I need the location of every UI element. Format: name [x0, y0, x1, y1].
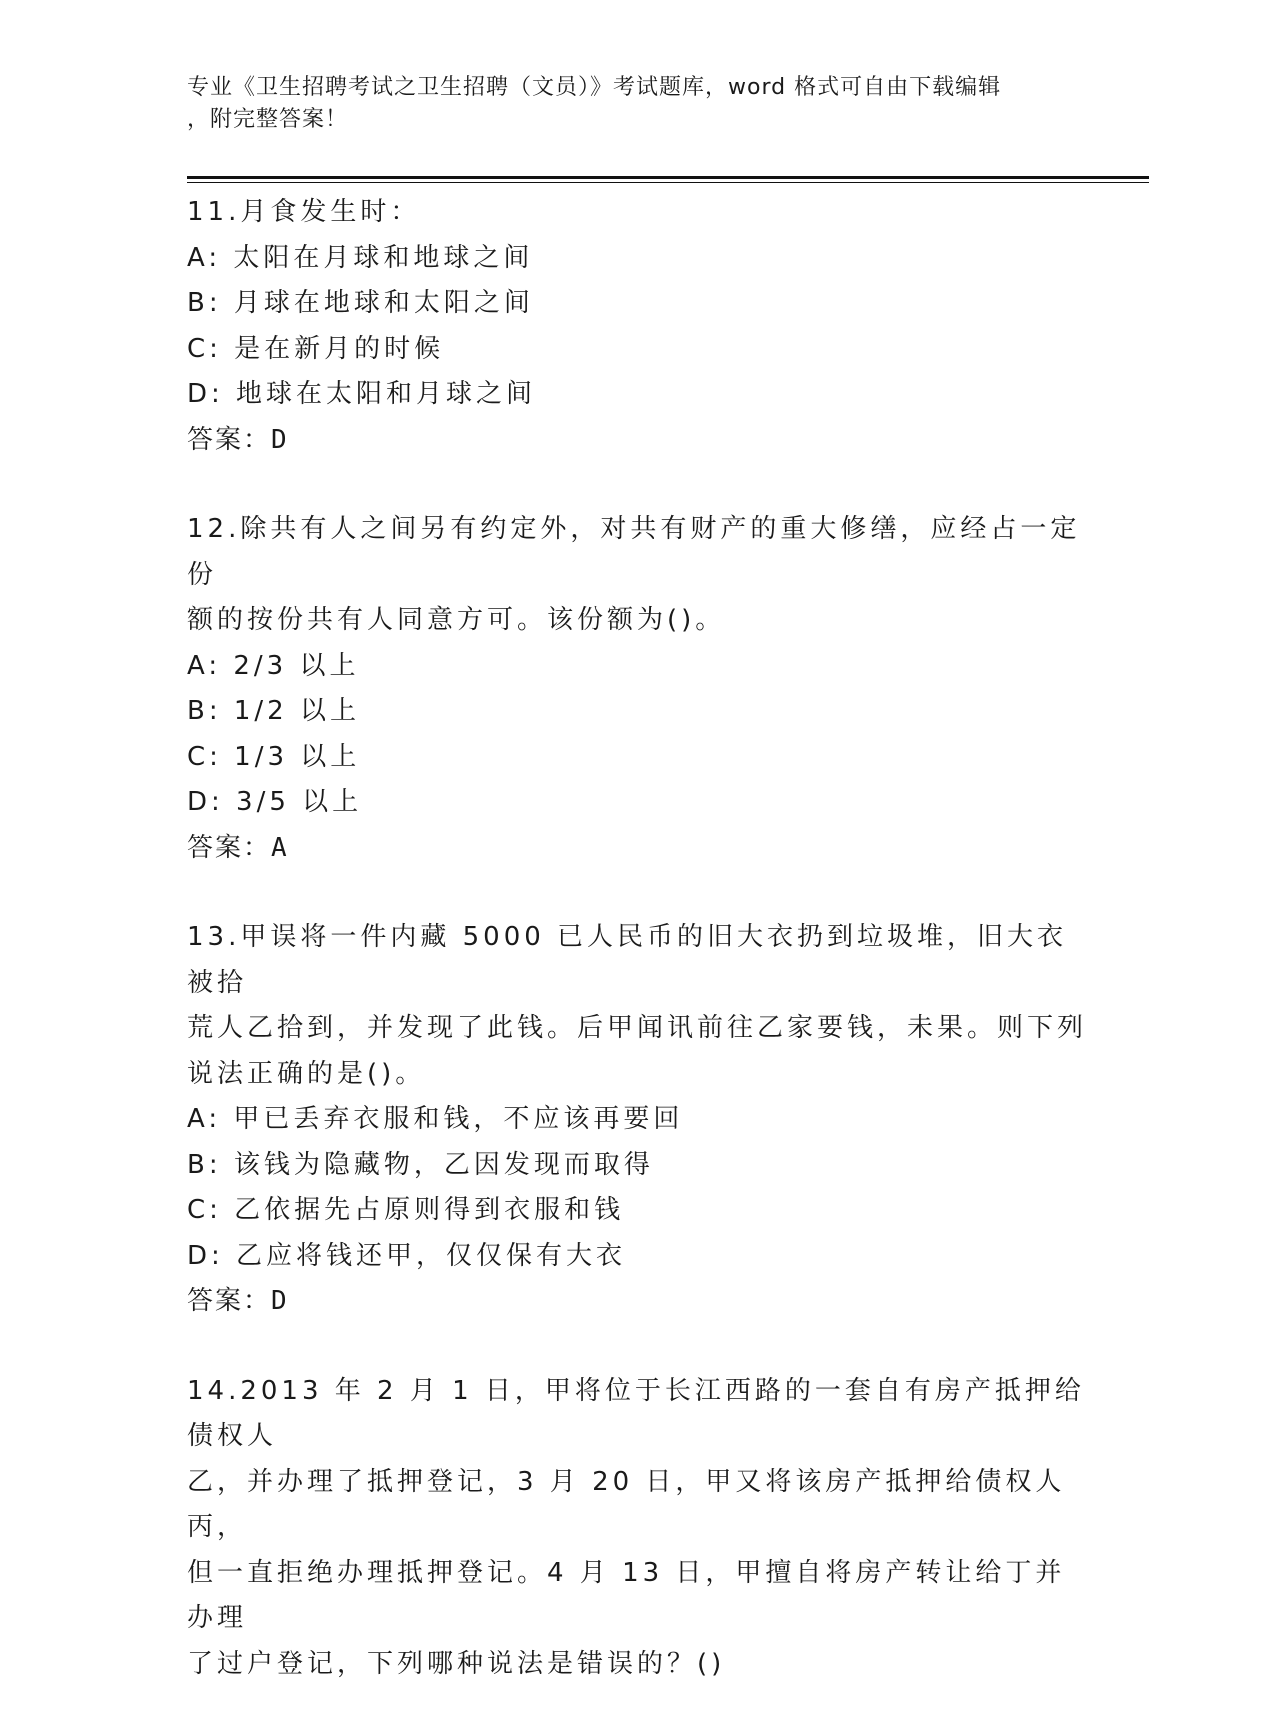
header-line-1: 专业《卫生招聘考试之卫生招聘（文员）》考试题库，word 格式可自由下载编辑	[187, 75, 1002, 100]
question-stem-line: 说法正确的是()。	[187, 1058, 426, 1089]
answer-option: C: 1/3 以上	[187, 741, 361, 772]
answer-option: C: 是在新月的时候	[187, 333, 445, 364]
answer-option: A: 2/3 以上	[187, 650, 360, 681]
question-stem-line: 11.月食发生时：	[187, 197, 421, 227]
header-line-2: ，附完整答案！	[187, 107, 349, 132]
question-stem-line: 了过户登记，下列哪种说法是错误的？()	[187, 1648, 726, 1679]
answer-option: B: 1/2 以上	[187, 696, 360, 726]
question-block	[187, 915, 1087, 1325]
question-stem-line: 乙，并办理了抵押登记，3 月 20 日，甲又将该房产抵押给债权人丙，	[187, 1466, 1066, 1542]
answer-option: A: 太阳在月球和地球之间	[187, 242, 534, 273]
question-block	[187, 507, 1087, 871]
answer-option: D: 地球在太阳和月球之间	[187, 379, 537, 409]
answer-key: 答案：D	[187, 424, 289, 455]
question-stem-line: 但一直拒绝办理抵押登记。4 月 13 日，甲擅自将房产转让给丁并办理	[187, 1557, 1066, 1633]
header-divider-thin	[187, 182, 1149, 183]
question-block	[187, 1369, 1087, 1688]
answer-option: D: 3/5 以上	[187, 787, 363, 817]
document-header	[187, 72, 1087, 136]
question-stem-line: 13.甲误将一件内藏 5000 已人民币的旧大衣扔到垃圾堆，旧大衣被拾	[187, 922, 1068, 998]
answer-option: C: 乙依据先占原则得到衣服和钱	[187, 1195, 625, 1225]
header-divider-thick	[187, 176, 1149, 179]
question-stem-line: 12.除共有人之间另有约定外，对共有财产的重大修缮，应经占一定份	[187, 514, 1081, 590]
answer-key: 答案：A	[187, 832, 289, 863]
answer-option: D: 乙应将钱还甲，仅仅保有大衣	[187, 1240, 627, 1271]
question-stem-line: 荒人乙拾到，并发现了此钱。后甲闻讯前往乙家要钱，未果。则下列	[187, 1013, 1088, 1043]
question-stem-line: 14.2013 年 2 月 1 日，甲将位于长江西路的一套自有房产抵押给债权人	[187, 1375, 1085, 1451]
question-list	[187, 190, 1087, 1731]
answer-option: A: 甲已丢弃衣服和钱，不应该再要回	[187, 1104, 684, 1134]
question-block	[187, 190, 1087, 463]
answer-option: B: 月球在地球和太阳之间	[187, 288, 534, 318]
answer-key: 答案：D	[187, 1286, 289, 1316]
answer-option: B: 该钱为隐藏物，乙因发现而取得	[187, 1149, 654, 1180]
question-stem-line: 额的按份共有人同意方可。该份额为()。	[187, 605, 726, 635]
